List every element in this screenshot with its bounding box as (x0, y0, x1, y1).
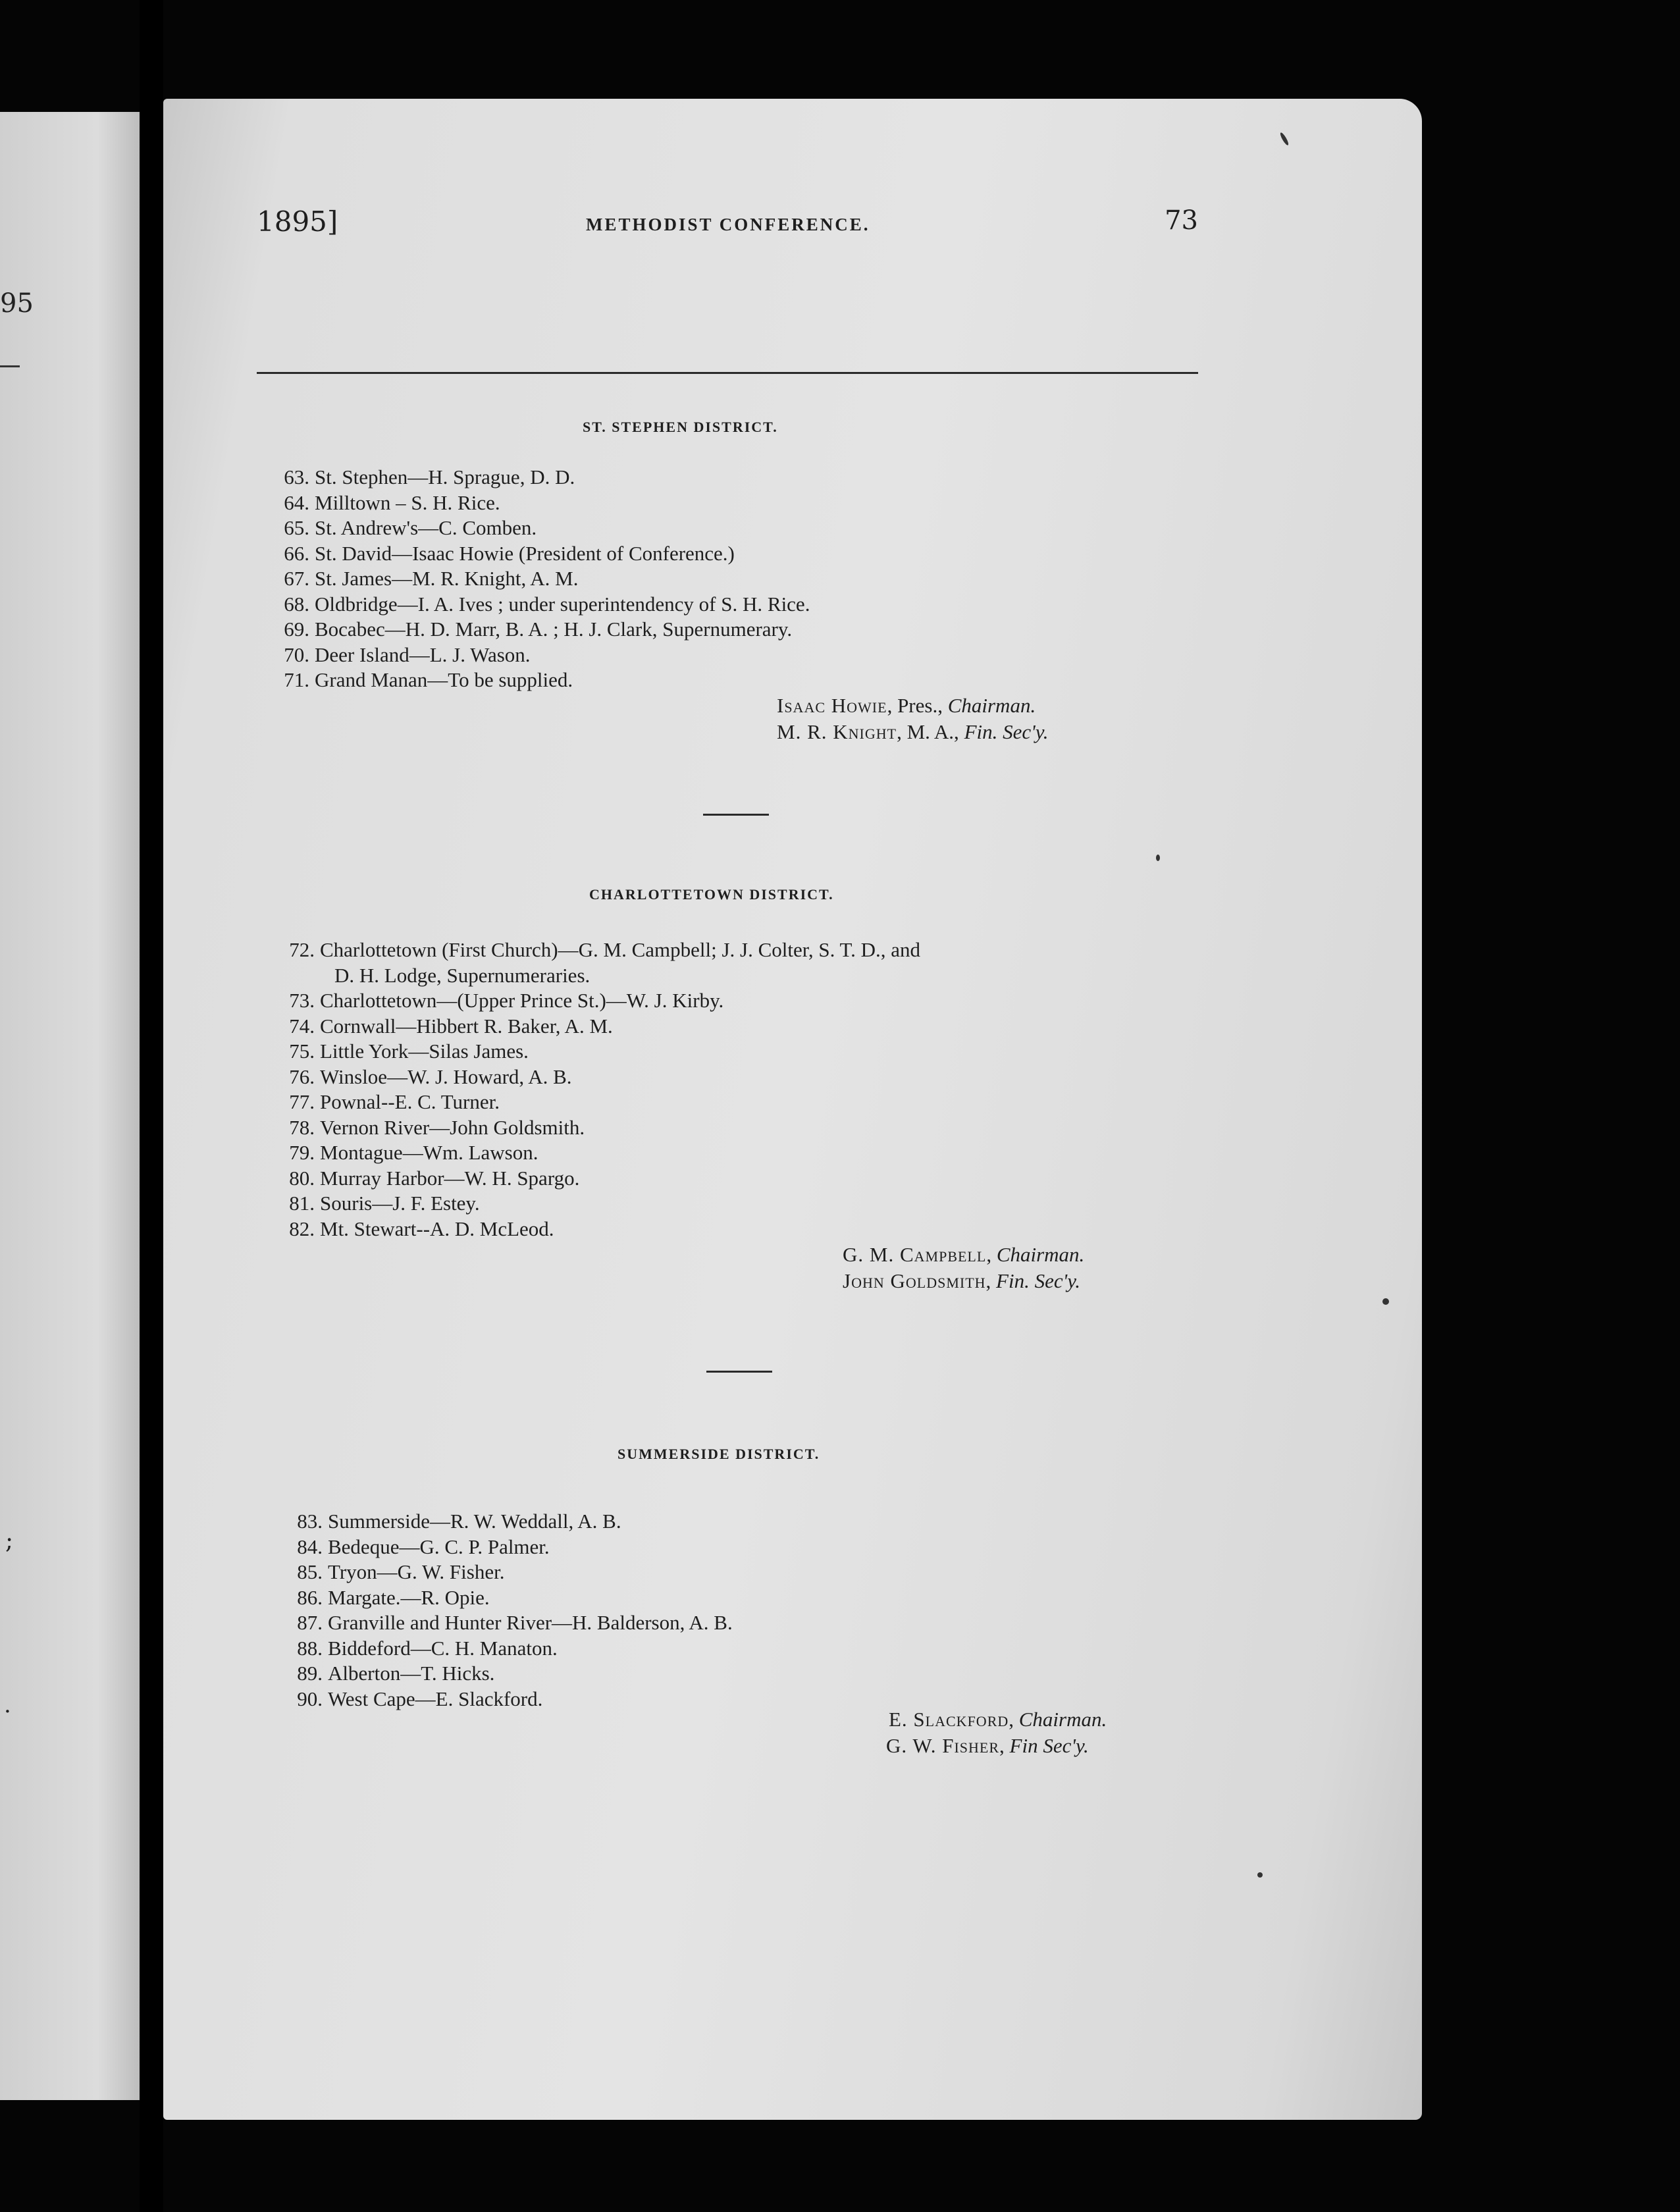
section-separator (703, 814, 769, 816)
signatory-role: Chairman. (996, 1243, 1085, 1266)
circuit-number: 79. (289, 1141, 315, 1164)
circuit-number: 65. (284, 516, 309, 539)
circuit-list (282, 1509, 733, 1712)
facing-page-year: 95 (0, 288, 34, 319)
circuit-entry: Oldbridge—I. A. Ives ; under superintendency of S. H. Rice. (315, 592, 810, 616)
circuit-entry: Summerside—R. W. Weddall, A. B. (328, 1510, 621, 1533)
circuit-list (269, 465, 810, 693)
facing-page-rule (0, 365, 20, 367)
circuit-entry: Winsloe—W. J. Howard, A. B. (320, 1065, 572, 1088)
list-item (274, 937, 920, 988)
circuit-number: 76. (289, 1065, 315, 1088)
circuit-number: 70. (284, 643, 309, 666)
signatory-title: , Pres., (887, 694, 948, 717)
circuit-number: 84. (297, 1535, 323, 1558)
circuit-entry: Murray Harbor—W. H. Spargo. (320, 1166, 580, 1190)
list-item (274, 1166, 920, 1192)
chairman-signature (777, 693, 1036, 719)
signatory-name: M. R. Knight (777, 720, 897, 743)
circuit-number: 77. (289, 1090, 315, 1113)
list-item (274, 1115, 920, 1141)
circuit-entry: Biddeford—C. H. Manaton. (328, 1636, 558, 1660)
list-item (274, 1039, 920, 1065)
circuit-number: 64. (284, 490, 309, 514)
facing-page-mark: ; (5, 1527, 14, 1554)
circuit-number: 73. (289, 989, 315, 1012)
circuit-number: 88. (297, 1636, 323, 1660)
district-heading: SUMMERSIDE DISTRICT. (617, 1446, 820, 1462)
list-item (274, 1090, 920, 1115)
list-item (269, 541, 810, 567)
circuit-entry: Bocabec—H. D. Marr, B. A. ; H. J. Clark, Supernumerary. (315, 618, 793, 641)
running-head-title: METHODIST CONFERENCE. (586, 215, 870, 234)
circuit-entry: St. James—M. R. Knight, A. M. (315, 567, 579, 590)
list-item (282, 1636, 733, 1662)
list-item (274, 1140, 920, 1166)
circuit-entry: Pownal--E. C. Turner. (320, 1090, 500, 1113)
list-item (274, 1217, 920, 1242)
list-item (269, 465, 810, 490)
circuit-entry: Bedeque—G. C. P. Palmer. (328, 1535, 550, 1558)
list-item (282, 1585, 733, 1611)
district-heading: ST. STEPHEN DISTRICT. (583, 419, 778, 435)
list-item (274, 1191, 920, 1217)
circuit-entry: Deer Island—L. J. Wason. (315, 643, 531, 666)
list-item (269, 617, 810, 643)
signatory-title: , (999, 1734, 1010, 1757)
circuit-number: 66. (284, 541, 309, 565)
circuit-entry: Grand Manan—To be supplied. (315, 668, 573, 691)
signatory-name: E. Slackford (889, 1708, 1009, 1731)
secretary-signature (886, 1733, 1089, 1759)
circuit-entry: Tryon—G. W. Fisher. (328, 1560, 505, 1583)
list-item (274, 1014, 920, 1040)
signatory-role: Fin Sec'y. (1009, 1734, 1089, 1757)
circuit-entry: St. Stephen—H. Sprague, D. D. (315, 465, 575, 488)
list-item (269, 566, 810, 592)
circuit-entry: West Cape—E. Slackford. (328, 1687, 543, 1710)
signatory-title: , M. A., (897, 720, 964, 743)
signatory-role: Chairman. (1018, 1708, 1107, 1731)
circuit-number: 80. (289, 1166, 315, 1190)
circuit-entry: Charlottetown (First Church)—G. M. Campbell; J. J. Colter, S. T. D., and (320, 938, 921, 961)
paper-speck (1279, 132, 1290, 146)
circuit-number: 83. (297, 1510, 323, 1533)
list-item (269, 643, 810, 668)
list-item (282, 1509, 733, 1535)
list-item (282, 1610, 733, 1636)
circuit-entry: Little York—Silas James. (320, 1040, 529, 1063)
circuit-number: 87. (297, 1611, 323, 1634)
circuit-entry-continuation: D. H. Lodge, Supernumeraries. (334, 963, 591, 987)
district-heading: CHARLOTTETOWN DISTRICT. (589, 886, 834, 903)
facing-page-edge (0, 112, 140, 2100)
circuit-number: 68. (284, 592, 309, 616)
book-gutter (140, 0, 163, 2212)
circuit-number: 86. (297, 1585, 323, 1609)
list-item (282, 1535, 733, 1560)
list-item (269, 592, 810, 618)
circuit-entry: Vernon River—John Goldsmith. (320, 1115, 585, 1139)
circuit-number: 90. (297, 1687, 323, 1710)
list-item (269, 668, 810, 693)
circuit-entry: Milltown – S. H. Rice. (315, 490, 500, 514)
signatory-title: , (1009, 1708, 1019, 1731)
signatory-role: Chairman. (947, 694, 1036, 717)
secretary-signature (843, 1268, 1080, 1294)
paper-speck (1156, 855, 1160, 861)
circuit-entry: Charlottetown—(Upper Prince St.)—W. J. Kirby. (320, 989, 724, 1012)
section-separator (706, 1371, 772, 1373)
running-head-year: 1895] (257, 205, 338, 238)
chairman-signature (843, 1242, 1084, 1268)
signatory-name: John Goldsmith (843, 1269, 986, 1292)
facing-page-mark: . (4, 1692, 11, 1718)
circuit-number: 69. (284, 618, 309, 641)
signatory-role: Fin. Sec'y. (964, 720, 1049, 743)
circuit-entry: Granville and Hunter River—H. Balderson, A. B. (328, 1611, 733, 1634)
signatory-role: Fin. Sec'y. (996, 1269, 1081, 1292)
signatory-title: , (985, 1269, 997, 1292)
circuit-number: 74. (289, 1014, 315, 1038)
circuit-list (274, 937, 920, 1242)
page-number: 73 (1165, 205, 1198, 236)
list-item (269, 490, 810, 516)
circuit-entry: Cornwall—Hibbert R. Baker, A. M. (320, 1014, 613, 1038)
circuit-number: 82. (289, 1217, 315, 1240)
header-rule (257, 372, 1198, 374)
list-item (274, 988, 920, 1014)
circuit-number: 89. (297, 1662, 323, 1685)
circuit-entry: Alberton—T. Hicks. (328, 1662, 495, 1685)
circuit-entry: Montague—Wm. Lawson. (320, 1141, 538, 1164)
signatory-name: Isaac Howie (777, 694, 887, 717)
circuit-number: 75. (289, 1040, 315, 1063)
signatory-title: , (986, 1243, 997, 1266)
circuit-number: 85. (297, 1560, 323, 1583)
paper-speck (1257, 1872, 1263, 1878)
list-item (282, 1687, 733, 1712)
chairman-signature (889, 1706, 1107, 1733)
circuit-entry: St. David—Isaac Howie (President of Conference.) (315, 541, 735, 565)
paper-speck (1382, 1298, 1389, 1305)
secretary-signature (777, 719, 1049, 745)
circuit-entry: St. Andrew's—C. Comben. (315, 516, 537, 539)
circuit-number: 72. (289, 938, 315, 961)
list-item (269, 515, 810, 541)
circuit-number: 81. (289, 1192, 315, 1215)
circuit-number: 67. (284, 567, 309, 590)
list-item (282, 1661, 733, 1687)
circuit-entry: Mt. Stewart--A. D. McLeod. (320, 1217, 554, 1240)
list-item (282, 1560, 733, 1585)
running-head (257, 205, 1198, 245)
circuit-number: 63. (284, 465, 309, 488)
circuit-entry: Souris—J. F. Estey. (320, 1192, 480, 1215)
circuit-entry: Margate.—R. Opie. (328, 1585, 490, 1609)
circuit-number: 78. (289, 1115, 315, 1139)
signatory-name: G. W. Fisher (886, 1734, 1000, 1757)
circuit-number: 71. (284, 668, 309, 691)
signatory-name: G. M. Campbell (843, 1243, 987, 1266)
list-item (274, 1065, 920, 1090)
